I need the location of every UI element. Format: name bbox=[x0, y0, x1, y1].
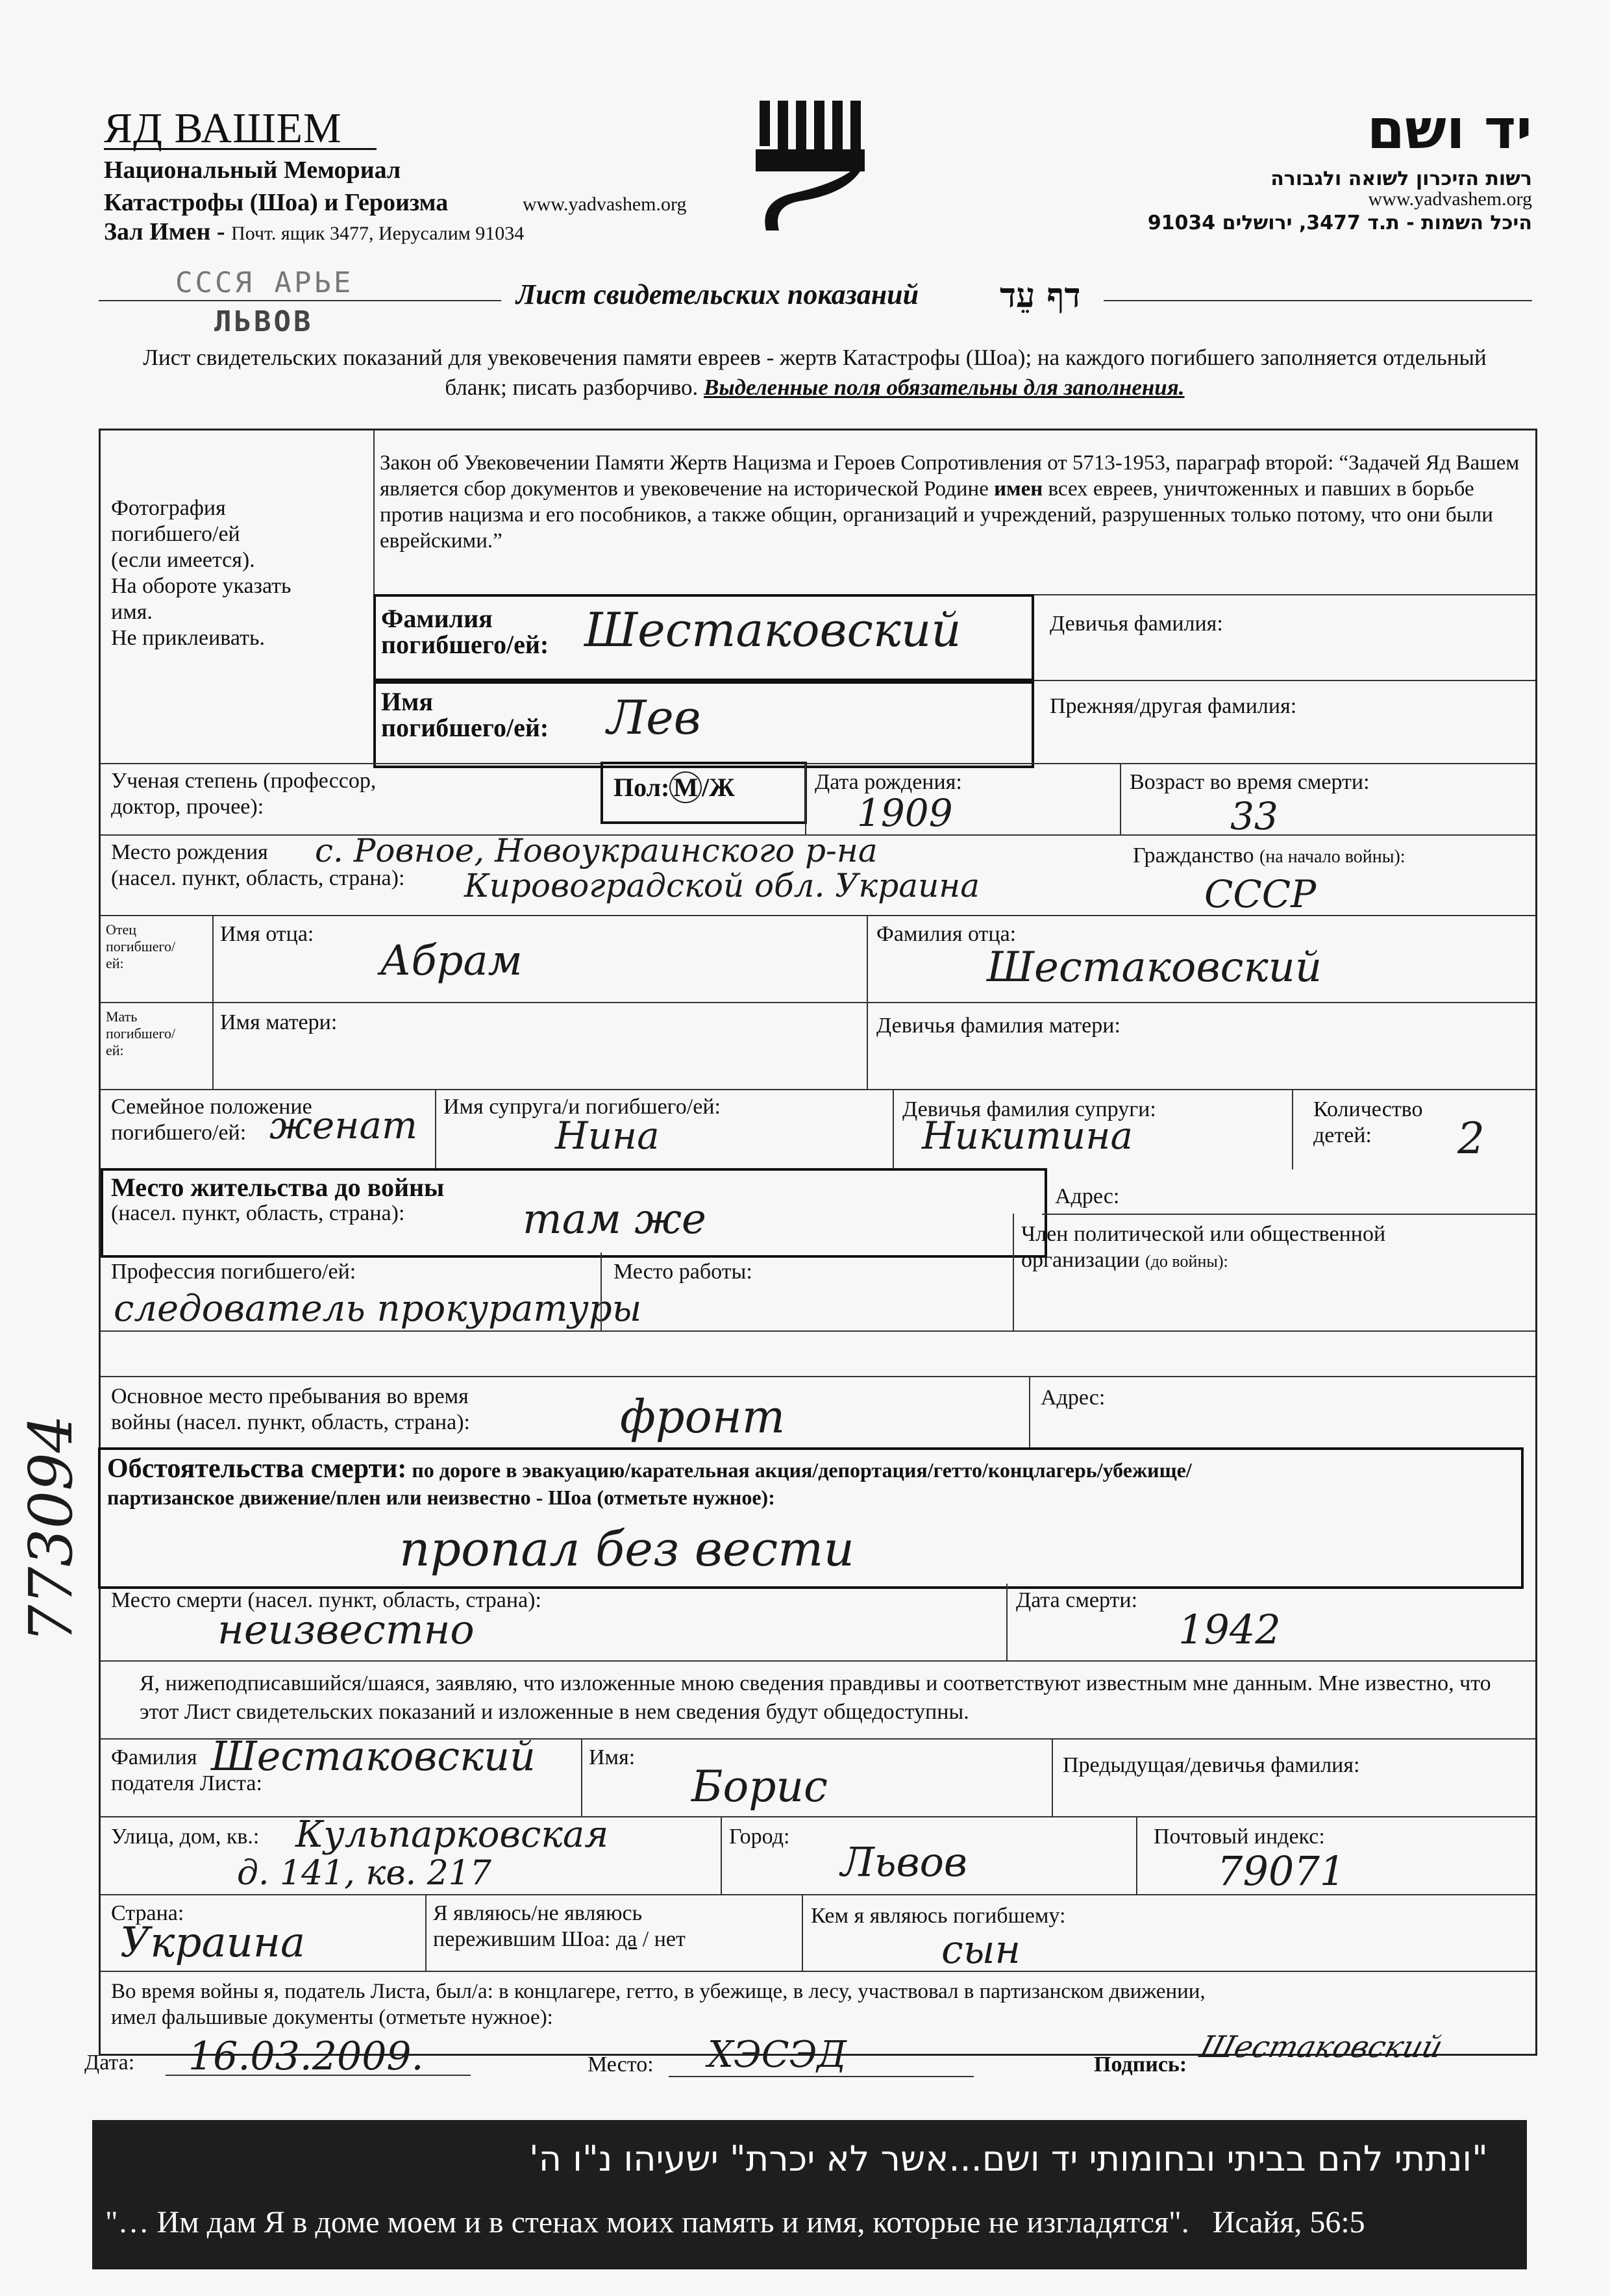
rule bbox=[601, 1253, 602, 1330]
sheet-title: Лист свидетельских показаний bbox=[516, 279, 919, 310]
city-value[interactable]: Львов bbox=[841, 1838, 967, 1886]
birthplace-label-1: Место рождения bbox=[111, 840, 268, 864]
children-value[interactable]: 2 bbox=[1457, 1114, 1485, 1164]
death-circ-options-1: по дороге в эвакуацию/карательная акция/депортация/гетто/концлагерь/убежище/ bbox=[412, 1458, 1192, 1482]
rule bbox=[1006, 1584, 1008, 1660]
death-place-value[interactable]: неизвестно bbox=[217, 1606, 475, 1653]
residence-label-2: (насел. пункт, область, страна): bbox=[111, 1201, 405, 1225]
intro-body: Лист свидетельских показаний для увековечения памяти евреев - жертв Катастрофы (Шоа); на каждого погибшего заполняется отдельный бланк; писать разборчиво. bbox=[143, 345, 1487, 400]
profession-label: Профессия погибшего/ей: bbox=[111, 1260, 356, 1284]
footer-ru-quote-text: "… Им дам Я в доме моем и в стенах моих память и имя, которые не изгладятся". bbox=[105, 2205, 1189, 2240]
profession-value[interactable]: следователь прокуратуры bbox=[114, 1288, 642, 1330]
children-label bbox=[1313, 1097, 1423, 1149]
spouse-name-label: Имя супруга/и погибшего/ей: bbox=[443, 1095, 721, 1119]
hall-of-names-label: Зал Имен - bbox=[104, 218, 232, 245]
sex-male-circled[interactable]: М bbox=[669, 771, 702, 803]
residence-label-1: Место жительства до войны bbox=[111, 1173, 445, 1202]
death-circumstances-value[interactable]: пропал без вести bbox=[399, 1521, 854, 1577]
country-value[interactable]: Украина bbox=[120, 1919, 306, 1967]
photo-line-5: имя. bbox=[111, 600, 153, 624]
spouse-name-value[interactable]: Нина bbox=[555, 1114, 660, 1158]
rule bbox=[1120, 763, 1121, 834]
marital-value[interactable]: женат bbox=[269, 1103, 418, 1147]
footer-russian-quote bbox=[105, 2204, 1365, 2240]
rule bbox=[1052, 1738, 1053, 1816]
title-rule-right bbox=[1104, 300, 1532, 301]
footer-hebrew-quote: "ונתתי להם בביתי ובחומותי יד ושם...אשר לא יכרת" ישעיהו נ"ו ה' bbox=[528, 2138, 1488, 2179]
rule bbox=[1136, 1816, 1137, 1894]
law-text bbox=[380, 450, 1522, 554]
yad-vashem-logo-icon bbox=[753, 97, 876, 234]
residence-label bbox=[111, 1175, 444, 1227]
rule bbox=[435, 1089, 436, 1169]
death-circ-bold: Обстоятельства смерти: bbox=[107, 1454, 407, 1484]
rule bbox=[1292, 1089, 1293, 1169]
father-side-3: ей: bbox=[106, 955, 124, 971]
photo-line-1: Фотография bbox=[111, 496, 226, 520]
signature-label: Подпись: bbox=[1094, 2053, 1187, 2077]
rule bbox=[1042, 1214, 1535, 1215]
street-value-2[interactable]: д. 141, кв. 217 bbox=[237, 1854, 491, 1893]
he-line-3: היכל השמות - ת.ד 3477, ירושלים 91034 bbox=[1147, 212, 1532, 234]
street-label: Улица, дом, кв.: bbox=[111, 1825, 260, 1849]
father-surname-value[interactable]: Шестаковский bbox=[987, 943, 1322, 992]
age-value[interactable]: 33 bbox=[1230, 794, 1278, 838]
submitter-prev-label: Предыдущая/девичья фамилия: bbox=[1063, 1753, 1360, 1777]
father-name-label: Имя отца: bbox=[220, 922, 314, 946]
rule bbox=[101, 763, 1535, 764]
dob-label: Дата рождения: bbox=[815, 770, 962, 794]
rule bbox=[1013, 1214, 1014, 1330]
law-text-bold: имен bbox=[994, 477, 1043, 501]
father-surname-label: Фамилия отца: bbox=[876, 922, 1017, 946]
photo-line-2: погибшего/ей bbox=[111, 522, 240, 546]
age-label: Возраст во время смерти: bbox=[1130, 770, 1370, 794]
date-value[interactable]: 16.03.2009. bbox=[188, 2034, 424, 2079]
war-place-label-1: Основное место пребывания во время bbox=[111, 1384, 469, 1408]
death-circ-options-2: партизанское движение/плен или неизвестно - Шоа (отметьте нужное): bbox=[107, 1486, 775, 1509]
father-side-2: погибшего/ bbox=[106, 938, 176, 955]
birthplace-value-2[interactable]: Кировоградской обл. Украина bbox=[464, 867, 980, 905]
submitter-name-value[interactable]: Борис bbox=[691, 1762, 828, 1812]
place-value[interactable]: ХЭСЭД bbox=[708, 2034, 847, 2076]
place-line bbox=[669, 2076, 974, 2077]
rule bbox=[1029, 1376, 1030, 1447]
website-left: www.yadvashem.org bbox=[523, 193, 687, 215]
submitter-name-label: Имя: bbox=[589, 1745, 636, 1769]
father-name-value[interactable]: Абрам bbox=[380, 937, 523, 985]
he-line-1: רשות הזיכרון לשואה ולגבורה bbox=[1270, 168, 1532, 190]
father-side-1: Отец bbox=[106, 921, 137, 938]
membership-label-1: Член политической или общественной bbox=[1021, 1222, 1386, 1246]
dob-value[interactable]: 1909 bbox=[857, 791, 953, 835]
org-line-2: Катастрофы (Шоа) и Героизма bbox=[104, 189, 449, 216]
side-registration-number: 773094 bbox=[16, 1414, 86, 1643]
membership-note: (до войны): bbox=[1145, 1252, 1228, 1271]
sheet-title-he: דף עֵד bbox=[1000, 276, 1081, 316]
death-date-value[interactable]: 1942 bbox=[1178, 1606, 1281, 1653]
place-label: Место: bbox=[588, 2053, 654, 2077]
surname-label-2: погибшего/ей: bbox=[381, 630, 549, 659]
org-line-1: Национальный Мемориал bbox=[104, 156, 401, 184]
birthplace-value-1[interactable]: с. Ровное, Новоукраинского р-на bbox=[315, 832, 878, 869]
war-place-label bbox=[111, 1384, 470, 1436]
father-side-label bbox=[106, 921, 175, 972]
degree-label bbox=[111, 768, 376, 820]
workplace-label: Место работы: bbox=[613, 1260, 752, 1284]
city-label: Город: bbox=[729, 1825, 790, 1849]
relation-value[interactable]: сын bbox=[941, 1927, 1021, 1973]
photo-line-4: На обороте указать bbox=[111, 574, 291, 598]
membership-label bbox=[1021, 1221, 1385, 1275]
postal-address: Почт. ящик 3477, Иерусалим 91034 bbox=[231, 223, 525, 244]
death-circumstances-label bbox=[107, 1455, 1516, 1511]
org-line-3 bbox=[104, 218, 524, 246]
war-place-label-2: войны (насел. пункт, область, страна): bbox=[111, 1410, 470, 1434]
previous-name-label: Прежняя/другая фамилия: bbox=[1050, 694, 1297, 718]
rule bbox=[581, 1738, 582, 1816]
survivor-yes-option[interactable]: да bbox=[615, 1927, 638, 1951]
children-label-2: детей: bbox=[1313, 1123, 1372, 1147]
mother-name-label: Имя матери: bbox=[220, 1010, 338, 1034]
title-underline bbox=[104, 148, 377, 150]
submitter-surname-label-1: Фамилия bbox=[111, 1745, 197, 1769]
surname-label-1: Фамилия bbox=[381, 604, 493, 633]
photo-box-text bbox=[111, 495, 358, 651]
zip-label: Почтовый индекс: bbox=[1154, 1825, 1325, 1849]
victim-surname-value[interactable]: Шестаковский bbox=[584, 603, 961, 657]
stamp-line-2: ЛЬВОВ bbox=[214, 305, 314, 338]
signature[interactable]: Шестаковский bbox=[1196, 2029, 1447, 2064]
name-label-2: погибшего/ей: bbox=[381, 713, 549, 742]
law-text-part1: Закон об Увековечении Памяти Жертв Нацизма и Героев Сопротивления от 5713-1953, параграф второй: “Задачей Яд Вашем является сбор документов и увековечение на исторической Родине bbox=[380, 451, 1520, 501]
country-label: Страна: bbox=[111, 1901, 184, 1925]
marital-label-2: погибшего/ей: bbox=[111, 1121, 247, 1145]
marital-label-1: Семейное положение bbox=[111, 1095, 312, 1119]
citizenship-label bbox=[1133, 843, 1406, 870]
stamp-line-1: СССЯ АРЬЕ bbox=[175, 266, 354, 299]
photo-line-6: Не приклеивать. bbox=[111, 626, 265, 650]
zip-value[interactable]: 79071 bbox=[1217, 1847, 1346, 1895]
rule bbox=[721, 1816, 722, 1894]
birthplace-label-2: (насел. пункт, область, страна): bbox=[111, 866, 405, 890]
testimony-form bbox=[99, 429, 1537, 2056]
submitter-war-status bbox=[111, 1978, 1526, 2030]
rule bbox=[893, 1089, 894, 1169]
mother-side-3: ей: bbox=[106, 1042, 124, 1058]
residence-value[interactable]: там же bbox=[523, 1195, 706, 1243]
survivor-label-1: Я являюсь/не являюсь bbox=[433, 1901, 643, 1925]
spouse-maiden-label: Девичья фамилия супруги: bbox=[902, 1097, 1156, 1121]
rule bbox=[101, 1660, 1535, 1662]
death-date-label: Дата смерти: bbox=[1016, 1588, 1138, 1612]
rule bbox=[101, 1894, 1535, 1895]
sex-label: Пол: bbox=[613, 773, 670, 802]
intro-emphasis: Выделенные поля обязательны для заполнения. bbox=[704, 375, 1185, 400]
law-text-part2: всех евреев, уничтоженных и павших в борьбе против нацизма и его пособников, а также общин, организаций и учреждений, разрушенных только потому, что они были еврейскими.” bbox=[380, 477, 1493, 553]
mother-side-1: Мать bbox=[106, 1008, 138, 1025]
rule bbox=[101, 1330, 1535, 1332]
submitter-war-label-2: имел фальшивые документы (отметьте нужное): bbox=[111, 2006, 553, 2029]
submitter-war-label-1: Во время войны я, податель Листа, был/а: в концлагере, гетто, в убежище, в лесу, участвовал в партизанском движении, bbox=[111, 1980, 1206, 2003]
spouse-maiden-value[interactable]: Никитина bbox=[922, 1114, 1133, 1158]
rule bbox=[101, 1002, 1535, 1003]
declaration-text: Я, нижеподписавшийся/шаяся, заявляю, что изложенные мною сведения правдивы и соответствуют известным мне данным. Мне известно, что этот Лист свидетельских показаний и изложенные в нем сведения будут общедоступны. bbox=[140, 1671, 1491, 1724]
residence-address-label: Адрес: bbox=[1055, 1184, 1120, 1208]
rule bbox=[1029, 680, 1535, 681]
submitter-surname-label-2: подателя Листа: bbox=[111, 1771, 262, 1795]
victim-surname-label bbox=[381, 606, 549, 658]
war-place-value[interactable]: фронт bbox=[620, 1390, 786, 1443]
death-place-label: Место смерти (насел. пункт, область, страна): bbox=[111, 1588, 541, 1612]
citizenship-label-text: Гражданство bbox=[1133, 843, 1254, 867]
degree-label-2: доктор, прочее): bbox=[111, 795, 264, 819]
children-label-1: Количество bbox=[1313, 1097, 1423, 1121]
submitter-surname-value[interactable]: Шестаковский bbox=[211, 1732, 536, 1780]
footer-ru-quote-ref: Исайя, 56:5 bbox=[1212, 2205, 1365, 2240]
date-label: Дата: bbox=[84, 2051, 135, 2075]
survivor-label-2: пережившим Шоа: bbox=[433, 1927, 611, 1951]
sex-female[interactable]: /Ж bbox=[702, 773, 735, 802]
org-name-he: יד ושם bbox=[1367, 97, 1532, 161]
victim-name-label bbox=[381, 689, 549, 741]
victim-name-value[interactable]: Лев bbox=[607, 690, 701, 745]
rule bbox=[425, 1894, 427, 1971]
footer-quote-banner bbox=[92, 2120, 1527, 2269]
rule bbox=[802, 1894, 803, 1971]
rule bbox=[101, 1971, 1535, 1972]
relation-label: Кем я являюсь погибшему: bbox=[811, 1904, 1066, 1928]
maiden-name-label: Девичья фамилия: bbox=[1050, 612, 1223, 636]
rule bbox=[101, 915, 1535, 916]
degree-label-1: Ученая степень (профессор, bbox=[111, 769, 377, 793]
photo-line-3: (если имеется). bbox=[111, 548, 255, 572]
website-right: www.yadvashem.org bbox=[1368, 188, 1532, 210]
mother-side-label bbox=[106, 1008, 175, 1059]
survivor-no-option[interactable]: / нет bbox=[642, 1927, 686, 1951]
mother-maiden-label: Девичья фамилия матери: bbox=[876, 1014, 1121, 1038]
rule bbox=[805, 763, 806, 834]
rule bbox=[101, 1376, 1535, 1377]
citizenship-value[interactable]: СССР bbox=[1204, 872, 1317, 916]
street-value-1[interactable]: Кульпарковская bbox=[295, 1814, 609, 1856]
mother-side-2: погибшего/ bbox=[106, 1025, 176, 1042]
citizenship-note: (на начало войны): bbox=[1259, 847, 1406, 867]
membership-label-2: организации bbox=[1021, 1248, 1140, 1272]
intro-text bbox=[130, 343, 1500, 403]
survivor-label bbox=[433, 1901, 686, 1953]
name-label-1: Имя bbox=[381, 687, 433, 716]
war-address-label: Адрес: bbox=[1041, 1386, 1106, 1410]
sex-field[interactable] bbox=[613, 775, 735, 801]
org-name-ru: ЯД ВАШЕМ bbox=[104, 105, 342, 152]
rule bbox=[101, 1089, 1535, 1090]
title-rule-left bbox=[99, 300, 501, 301]
